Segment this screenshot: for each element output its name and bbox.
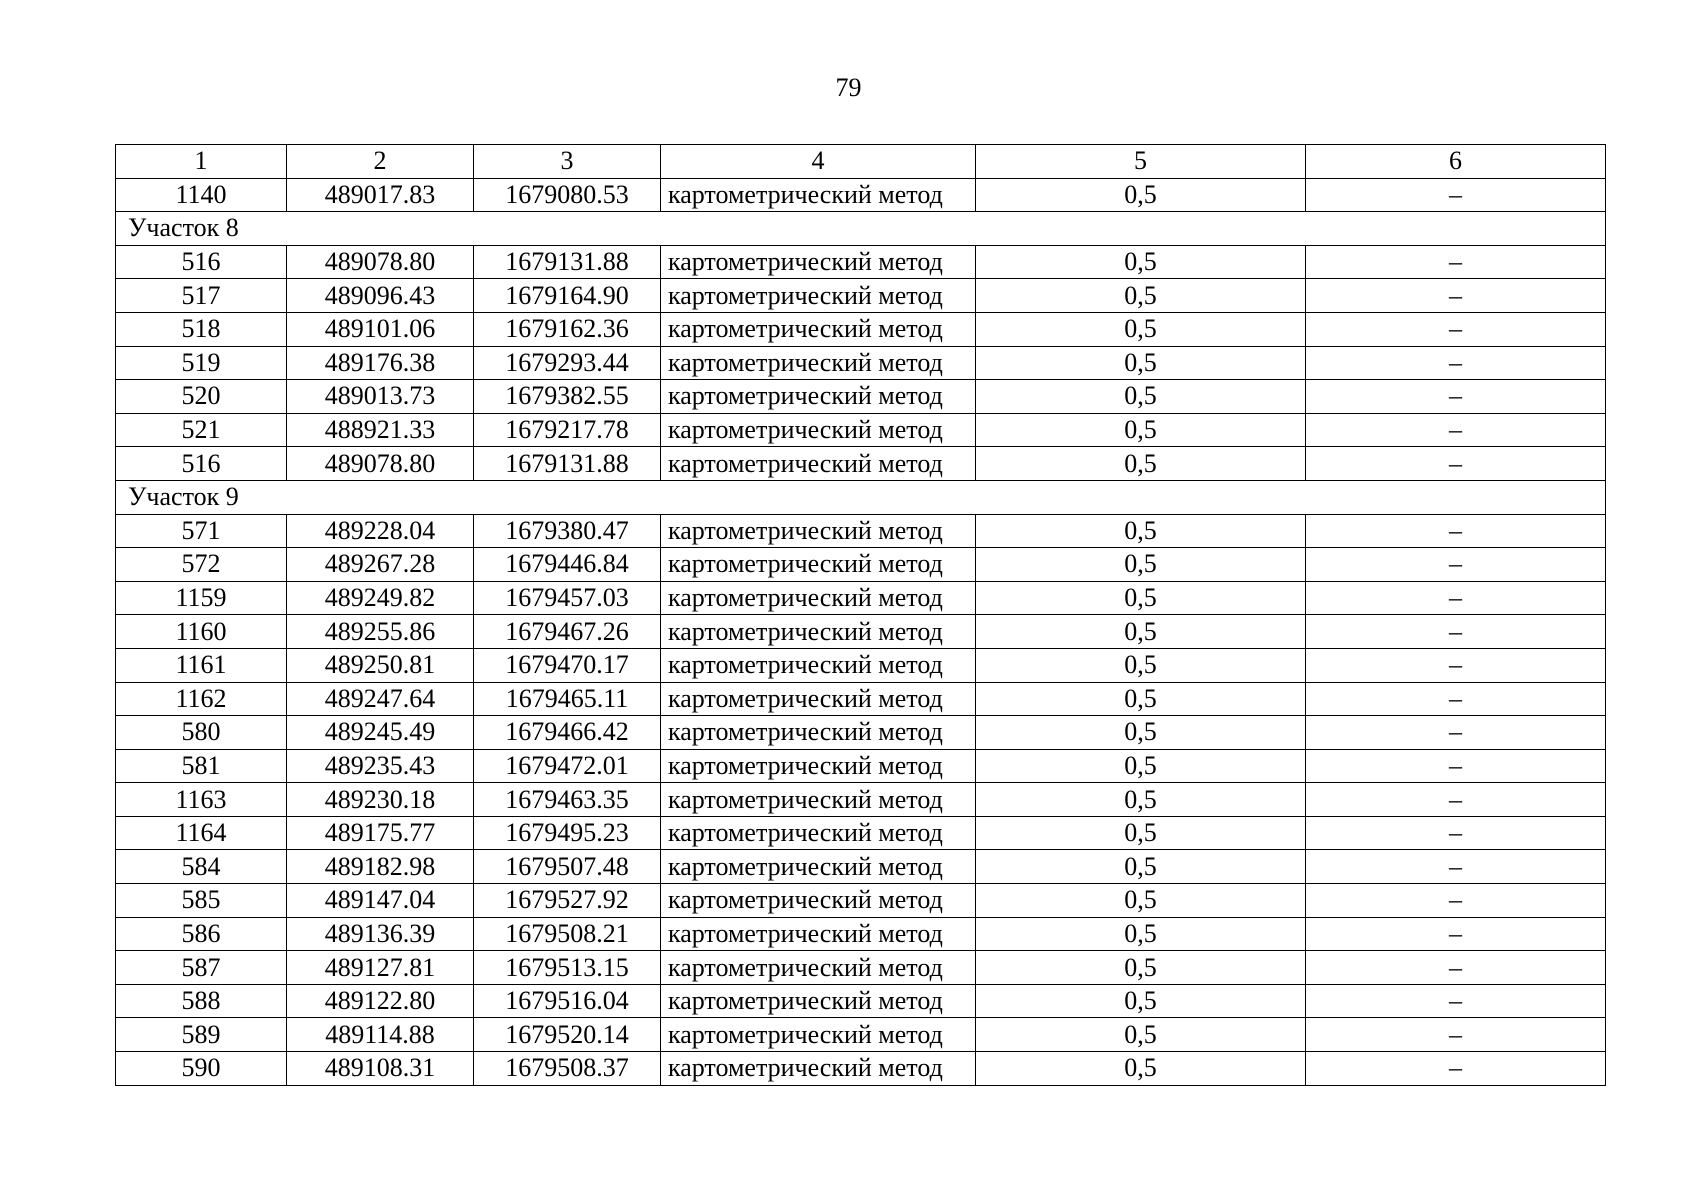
section-title: Участок 8 [116,212,1606,246]
x-coordinate-cell: 489182.98 [287,850,474,884]
table-row [116,413,1606,447]
x-coordinate-cell: 489255.86 [287,615,474,649]
point-number-cell: 517 [116,279,287,313]
y-coordinate-cell: 1679217.78 [474,413,661,447]
accuracy-cell: 0,5 [976,1018,1306,1052]
description-cell: – [1306,648,1606,682]
section-row [116,480,1606,514]
table-row [116,917,1606,951]
method-cell: картометрический метод [661,447,976,481]
table-row [116,783,1606,817]
method-cell: картометрический метод [661,816,976,850]
y-coordinate-cell: 1679466.42 [474,716,661,750]
accuracy-cell: 0,5 [976,682,1306,716]
point-number-cell: 1159 [116,581,287,615]
x-coordinate-cell: 489078.80 [287,447,474,481]
table-row [116,716,1606,750]
x-coordinate-cell: 489247.64 [287,682,474,716]
accuracy-cell: 0,5 [976,816,1306,850]
method-cell: картометрический метод [661,178,976,212]
y-coordinate-cell: 1679457.03 [474,581,661,615]
accuracy-cell: 0,5 [976,951,1306,985]
method-cell: картометрический метод [661,884,976,918]
y-coordinate-cell: 1679080.53 [474,178,661,212]
x-coordinate-cell: 489235.43 [287,749,474,783]
point-number-cell: 516 [116,245,287,279]
y-coordinate-cell: 1679507.48 [474,850,661,884]
x-coordinate-cell: 489122.80 [287,984,474,1018]
table-row [116,884,1606,918]
accuracy-cell: 0,5 [976,917,1306,951]
method-cell: картометрический метод [661,312,976,346]
description-cell: – [1306,413,1606,447]
section-title: Участок 9 [116,480,1606,514]
header-cell: 6 [1306,145,1606,179]
header-cell: 4 [661,145,976,179]
x-coordinate-cell: 488921.33 [287,413,474,447]
y-coordinate-cell: 1679131.88 [474,245,661,279]
method-cell: картометрический метод [661,413,976,447]
point-number-cell: 518 [116,312,287,346]
accuracy-cell: 0,5 [976,648,1306,682]
point-number-cell: 589 [116,1018,287,1052]
x-coordinate-cell: 489147.04 [287,884,474,918]
point-number-cell: 590 [116,1052,287,1086]
coordinates-table [115,144,1606,1086]
table-row [116,951,1606,985]
accuracy-cell: 0,5 [976,984,1306,1018]
x-coordinate-cell: 489230.18 [287,783,474,817]
point-number-cell: 521 [116,413,287,447]
x-coordinate-cell: 489250.81 [287,648,474,682]
method-cell: картометрический метод [661,1052,976,1086]
y-coordinate-cell: 1679520.14 [474,1018,661,1052]
table-row [116,749,1606,783]
table-row [116,850,1606,884]
accuracy-cell: 0,5 [976,447,1306,481]
point-number-cell: 1160 [116,615,287,649]
x-coordinate-cell: 489249.82 [287,581,474,615]
point-number-cell: 572 [116,548,287,582]
accuracy-cell: 0,5 [976,380,1306,414]
description-cell: – [1306,447,1606,481]
point-number-cell: 1162 [116,682,287,716]
method-cell: картометрический метод [661,279,976,313]
header-cell: 5 [976,145,1306,179]
method-cell: картометрический метод [661,917,976,951]
table-row [116,514,1606,548]
method-cell: картометрический метод [661,514,976,548]
header-cell: 1 [116,145,287,179]
y-coordinate-cell: 1679164.90 [474,279,661,313]
x-coordinate-cell: 489078.80 [287,245,474,279]
table-row [116,648,1606,682]
point-number-cell: 1163 [116,783,287,817]
accuracy-cell: 0,5 [976,716,1306,750]
method-cell: картометрический метод [661,648,976,682]
description-cell: – [1306,1018,1606,1052]
accuracy-cell: 0,5 [976,884,1306,918]
table-row [116,380,1606,414]
table-row [116,245,1606,279]
y-coordinate-cell: 1679527.92 [474,884,661,918]
x-coordinate-cell: 489114.88 [287,1018,474,1052]
description-cell: – [1306,749,1606,783]
x-coordinate-cell: 489245.49 [287,716,474,750]
accuracy-cell: 0,5 [976,615,1306,649]
description-cell: – [1306,346,1606,380]
description-cell: – [1306,884,1606,918]
method-cell: картометрический метод [661,749,976,783]
table-row [116,984,1606,1018]
accuracy-cell: 0,5 [976,279,1306,313]
method-cell: картометрический метод [661,716,976,750]
table-row [116,1052,1606,1086]
accuracy-cell: 0,5 [976,346,1306,380]
x-coordinate-cell: 489017.83 [287,178,474,212]
accuracy-cell: 0,5 [976,514,1306,548]
point-number-cell: 584 [116,850,287,884]
x-coordinate-cell: 489267.28 [287,548,474,582]
table-row [116,312,1606,346]
x-coordinate-cell: 489228.04 [287,514,474,548]
y-coordinate-cell: 1679513.15 [474,951,661,985]
x-coordinate-cell: 489175.77 [287,816,474,850]
y-coordinate-cell: 1679465.11 [474,682,661,716]
description-cell: – [1306,245,1606,279]
method-cell: картометрический метод [661,245,976,279]
description-cell: – [1306,816,1606,850]
point-number-cell: 588 [116,984,287,1018]
description-cell: – [1306,716,1606,750]
method-cell: картометрический метод [661,615,976,649]
description-cell: – [1306,312,1606,346]
table-row [116,682,1606,716]
accuracy-cell: 0,5 [976,413,1306,447]
accuracy-cell: 0,5 [976,850,1306,884]
method-cell: картометрический метод [661,1018,976,1052]
method-cell: картометрический метод [661,380,976,414]
table-row [116,1018,1606,1052]
x-coordinate-cell: 489096.43 [287,279,474,313]
x-coordinate-cell: 489176.38 [287,346,474,380]
description-cell: – [1306,178,1606,212]
header-cell: 3 [474,145,661,179]
method-cell: картометрический метод [661,951,976,985]
y-coordinate-cell: 1679508.21 [474,917,661,951]
y-coordinate-cell: 1679446.84 [474,548,661,582]
point-number-cell: 516 [116,447,287,481]
y-coordinate-cell: 1679293.44 [474,346,661,380]
method-cell: картометрический метод [661,850,976,884]
x-coordinate-cell: 489127.81 [287,951,474,985]
y-coordinate-cell: 1679495.23 [474,816,661,850]
method-cell: картометрический метод [661,346,976,380]
x-coordinate-cell: 489108.31 [287,1052,474,1086]
y-coordinate-cell: 1679463.35 [474,783,661,817]
point-number-cell: 580 [116,716,287,750]
description-cell: – [1306,548,1606,582]
point-number-cell: 585 [116,884,287,918]
accuracy-cell: 0,5 [976,1052,1306,1086]
y-coordinate-cell: 1679380.47 [474,514,661,548]
method-cell: картометрический метод [661,984,976,1018]
description-cell: – [1306,279,1606,313]
y-coordinate-cell: 1679131.88 [474,447,661,481]
point-number-cell: 581 [116,749,287,783]
method-cell: картометрический метод [661,548,976,582]
point-number-cell: 1140 [116,178,287,212]
y-coordinate-cell: 1679472.01 [474,749,661,783]
table-row [116,816,1606,850]
table-row [116,178,1606,212]
description-cell: – [1306,581,1606,615]
point-number-cell: 520 [116,380,287,414]
point-number-cell: 519 [116,346,287,380]
y-coordinate-cell: 1679508.37 [474,1052,661,1086]
method-cell: картометрический метод [661,783,976,817]
method-cell: картометрический метод [661,581,976,615]
coordinates-table-body [116,145,1606,1086]
point-number-cell: 1161 [116,648,287,682]
x-coordinate-cell: 489136.39 [287,917,474,951]
table-row [116,447,1606,481]
table-row [116,615,1606,649]
method-cell: картометрический метод [661,682,976,716]
page-number: 79 [835,73,862,102]
description-cell: – [1306,917,1606,951]
table-row [116,279,1606,313]
table-row [116,346,1606,380]
accuracy-cell: 0,5 [976,749,1306,783]
point-number-cell: 1164 [116,816,287,850]
description-cell: – [1306,1052,1606,1086]
y-coordinate-cell: 1679162.36 [474,312,661,346]
header-cell: 2 [287,145,474,179]
x-coordinate-cell: 489013.73 [287,380,474,414]
description-cell: – [1306,783,1606,817]
table-row [116,581,1606,615]
point-number-cell: 587 [116,951,287,985]
accuracy-cell: 0,5 [976,312,1306,346]
y-coordinate-cell: 1679467.26 [474,615,661,649]
y-coordinate-cell: 1679470.17 [474,648,661,682]
y-coordinate-cell: 1679516.04 [474,984,661,1018]
accuracy-cell: 0,5 [976,548,1306,582]
accuracy-cell: 0,5 [976,245,1306,279]
y-coordinate-cell: 1679382.55 [474,380,661,414]
description-cell: – [1306,615,1606,649]
description-cell: – [1306,682,1606,716]
accuracy-cell: 0,5 [976,581,1306,615]
description-cell: – [1306,951,1606,985]
description-cell: – [1306,514,1606,548]
point-number-cell: 586 [116,917,287,951]
table-row [116,548,1606,582]
point-number-cell: 571 [116,514,287,548]
table-header-row [116,145,1606,179]
x-coordinate-cell: 489101.06 [287,312,474,346]
description-cell: – [1306,850,1606,884]
description-cell: – [1306,380,1606,414]
accuracy-cell: 0,5 [976,178,1306,212]
section-row [116,212,1606,246]
accuracy-cell: 0,5 [976,783,1306,817]
description-cell: – [1306,984,1606,1018]
